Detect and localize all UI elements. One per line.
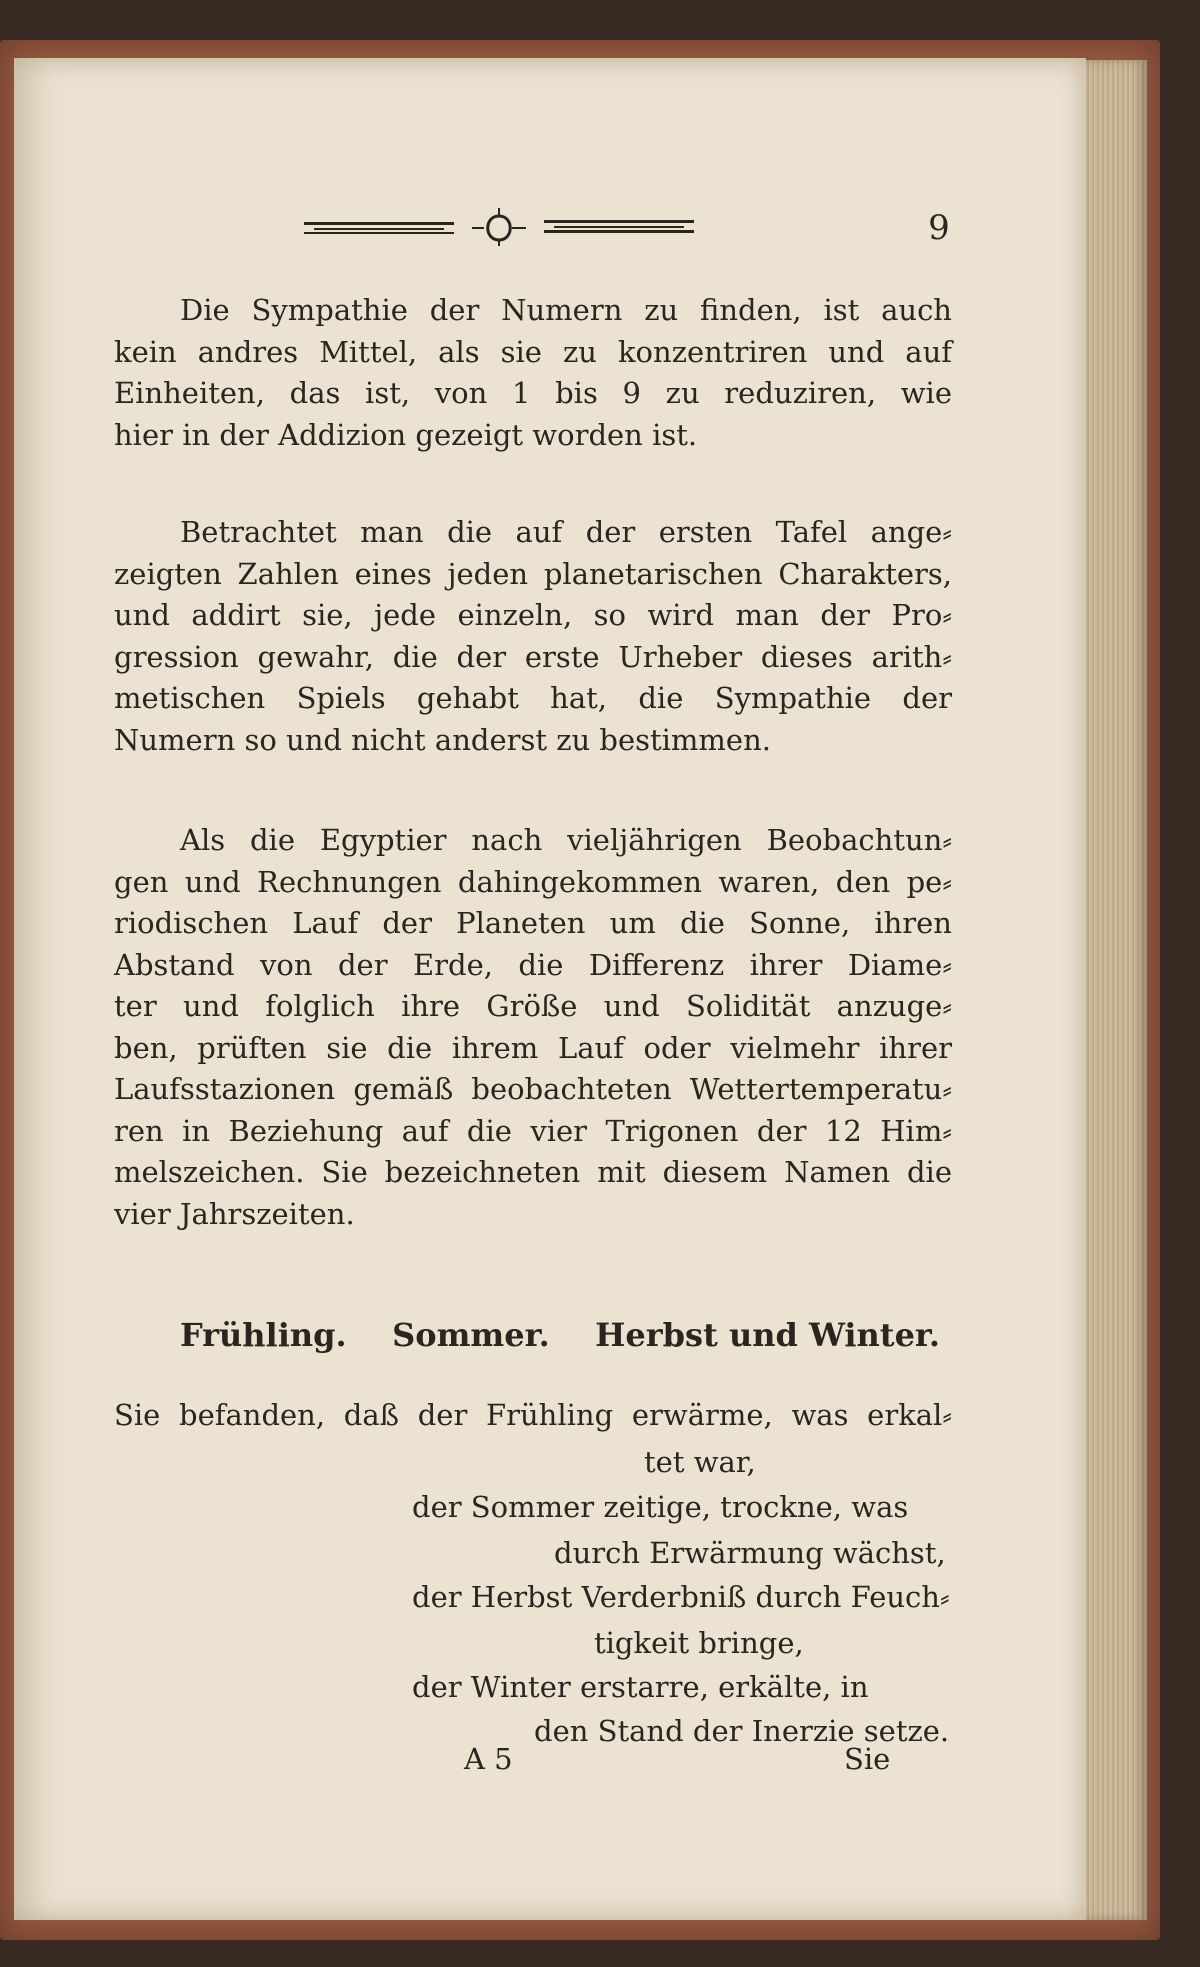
verse-autumn: der Herbst Verderbniß durch Feuch⸗ [412, 1580, 950, 1614]
season-summer: Sommer. [392, 1316, 550, 1354]
verse-autumn-continued: tigkeit bringe, [594, 1626, 804, 1660]
text-line: Numern so und nicht anderst zu bestimmen. [114, 722, 771, 757]
text-line: vier Jahrszeiten. [114, 1196, 355, 1231]
text-line: gression gewahr, die der erste Urheber dieses arith⸗ [114, 639, 952, 674]
text-line: Abstand von der Erde, die Differenz ihrer Diame⸗ [114, 947, 952, 982]
book-page [14, 58, 1086, 1920]
text-line: kein andres Mittel, als sie zu konzentriren und auf [114, 334, 952, 369]
text-line: Laufsstazionen gemäß beobachteten Wettertemperatu⸗ [114, 1072, 952, 1106]
text-line: metischen Spiels gehabt hat, die Sympathie der [114, 681, 952, 715]
paragraph-2 [114, 512, 952, 761]
seasons-heading [180, 1316, 940, 1354]
text-line: Betrachtet man die auf der ersten Tafel ange⸗ [180, 515, 952, 549]
season-spring: Frühling. [180, 1316, 347, 1354]
verse-summer-continued: durch Erwärmung wächst, [554, 1536, 946, 1570]
text-line: hier in der Addizion gezeigt worden ist. [114, 417, 698, 452]
text-line: zeigten Zahlen eines jeden planetarischen Charakters, [114, 556, 952, 591]
text-line: Als die Egyptier nach vieljährigen Beobachtun⸗ [180, 823, 952, 857]
catchword: Sie [844, 1742, 891, 1776]
verse-intro: Sie befanden, daß der Frühling erwärme, was erkal⸗ [114, 1398, 952, 1432]
text-line: ben, prüften sie die ihrem Lauf oder vielmehr ihrer [114, 1030, 952, 1065]
header-ornament [304, 206, 734, 246]
page-number: 9 [928, 208, 950, 248]
verse-winter: der Winter erstarre, erkälte, in [412, 1670, 869, 1704]
text-line: ren in Beziehung auf die vier Trigonen der 12 Him⸗ [114, 1113, 952, 1148]
paragraph-1 [114, 290, 952, 456]
text-line: gen und Rechnungen dahingekommen waren, den pe⸗ [114, 864, 952, 899]
season-autumn-winter: Herbst und Winter. [595, 1316, 940, 1354]
verse-winter-continued: den Stand der Inerzie setze. [534, 1714, 950, 1748]
paragraph-3 [114, 820, 952, 1235]
page-edges [1085, 60, 1147, 1920]
text-line: Die Sympathie der Numern zu finden, ist auch [180, 293, 952, 327]
verse-summer: der Sommer zeitige, trockne, was [412, 1490, 909, 1524]
text-line: ter und folglich ihre Größe und Solidität anzuge⸗ [114, 989, 952, 1023]
signature-mark: A 5 [464, 1742, 513, 1776]
text-line: riodischen Lauf der Planeten um die Sonne, ihren [114, 906, 952, 940]
text-line: und addirt sie, jede einzeln, so wird man der Pro⸗ [114, 598, 952, 632]
verse-intro-continued: tet war, [644, 1445, 756, 1479]
text-line: Einheiten, das ist, von 1 bis 9 zu reduziren, wie [114, 376, 952, 410]
text-line: melszeichen. Sie bezeichneten mit diesem Namen die [114, 1155, 952, 1189]
